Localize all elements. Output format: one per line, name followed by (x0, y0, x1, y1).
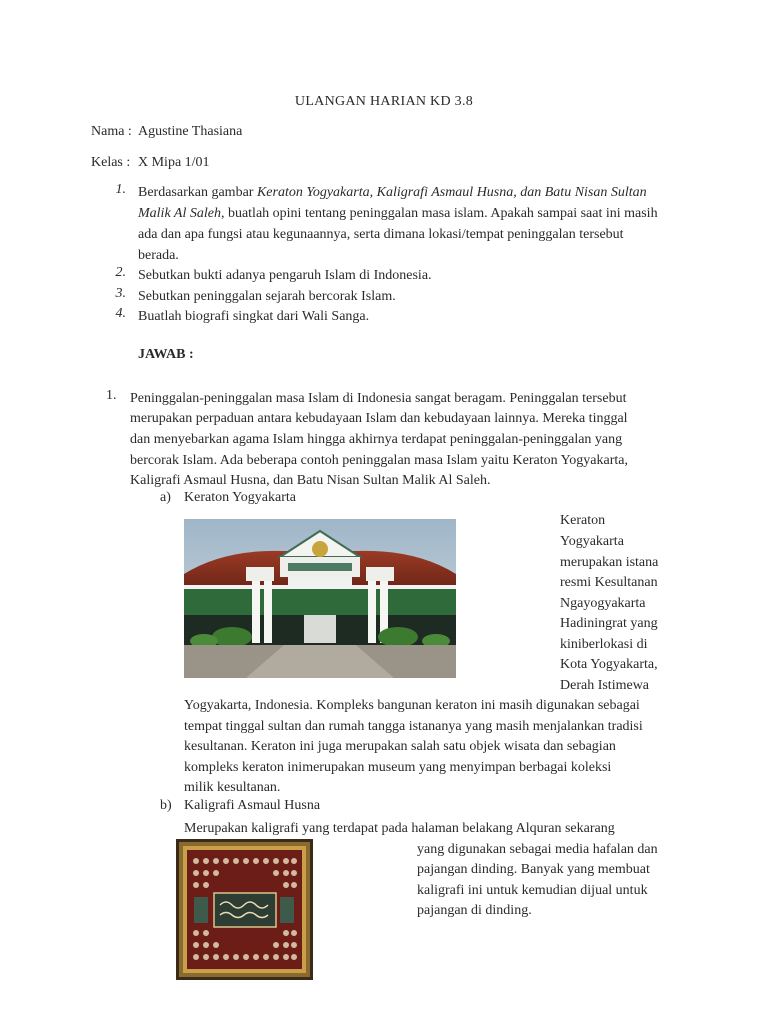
answer-number: 1. (106, 388, 117, 403)
side-line: merupakan istana (560, 555, 659, 570)
question-4-text: Buatlah biografi singkat dari Wali Sanga. (138, 309, 370, 324)
body-line: tempat tinggal sultan dan rumah tangga istananya yang masih menjalankan tradisi (184, 719, 643, 734)
kelas-value: X Mipa 1/01 (138, 155, 210, 170)
body-line: milik kesultanan. (184, 780, 281, 795)
side-line: yang digunakan sebagai media hafalan dan (417, 842, 658, 857)
side-line: Ngayogyakarta (560, 596, 646, 611)
answer-line: Peninggalan-peninggalan masa Islam di Indonesia sangat beragam. Peninggalan tersebut (130, 391, 627, 406)
answer-line: merupakan perpaduan antara kebudayaan Islam dan kebudayaan lainnya. Mereka tinggal (130, 411, 628, 426)
kelas-label: Kelas : (91, 155, 131, 170)
side-line: Keraton (560, 513, 606, 528)
body-line: kompleks keraton inimerupakan museum yang menyimpan berbagai koleksi (184, 760, 612, 775)
question-number: 2. (115, 265, 126, 280)
question-1-text: Berdasarkan gambar Keraton Yogyakarta, Kaligrafi Asmaul Husna, dan Batu Nisan Sultan Malik Al Saleh, buatlah opini tentang peninggalan masa islam. Apakah sampai saat ini masih ada dan apa fungsi atau kegunaannya, serta dimana lokasi/tempat peninggalan tersebut berada. (138, 185, 658, 263)
question-2-text: Sebutkan bukti adanya pengaruh Islam di Indonesia. (138, 268, 432, 283)
kaligrafi-photo (176, 839, 313, 980)
answer-heading: JAWAB : (138, 347, 194, 362)
document-title: ULANGAN HARIAN KD 3.8 (294, 94, 474, 109)
keraton-photo (184, 519, 456, 678)
side-line: Derah Istimewa (560, 678, 650, 693)
keraton-title: Keraton Yogyakarta (184, 490, 296, 505)
kaligrafi-first-line: Merupakan kaligrafi yang terdapat pada halaman belakang Alquran sekarang (184, 821, 615, 836)
question-number: 4. (115, 306, 126, 321)
side-line: Kota Yogyakarta, (560, 657, 658, 672)
side-line: kiniberlokasi di (560, 637, 648, 652)
kaligrafi-photo-graphic (176, 839, 313, 980)
question-3-text: Sebutkan peninggalan sejarah bercorak Islam. (138, 289, 396, 304)
side-line: kaligrafi ini untuk kemudian dijual untuk (417, 883, 648, 898)
kaligrafi-title: Kaligrafi Asmaul Husna (184, 798, 321, 813)
answer-line: bercorak Islam. Ada beberapa contoh peninggalan masa Islam yaitu Keraton Yogyakarta, (130, 453, 628, 468)
body-line: kesultanan. Keraton ini juga merupakan salah satu objek wisata dan sebagian (184, 739, 616, 754)
side-line: Yogyakarta (560, 534, 624, 549)
sub-label: b) (160, 798, 172, 813)
keraton-photo-graphic (184, 519, 456, 678)
question-number: 1. (115, 182, 126, 197)
answer-line: Kaligrafi Asmaul Husna, dan Batu Nisan Sultan Malik Al Saleh. (130, 473, 491, 488)
sub-label: a) (160, 490, 171, 505)
body-line: Yogyakarta, Indonesia. Kompleks bangunan keraton ini masih digunakan sebagai (184, 698, 640, 713)
side-line: pajangan di dinding. (417, 903, 532, 918)
question-number: 3. (115, 286, 126, 301)
side-line: resmi Kesultanan (560, 575, 658, 590)
nama-value: Agustine Thasiana (138, 124, 243, 139)
side-line: pajangan dinding. Banyak yang membuat (417, 862, 650, 877)
answer-line: dan menyebarkan agama Islam hingga akhirnya terdapat peninggalan-peninggalan yang (130, 432, 623, 447)
side-line: Hadiningrat yang (560, 616, 658, 631)
nama-label: Nama : (91, 124, 132, 139)
